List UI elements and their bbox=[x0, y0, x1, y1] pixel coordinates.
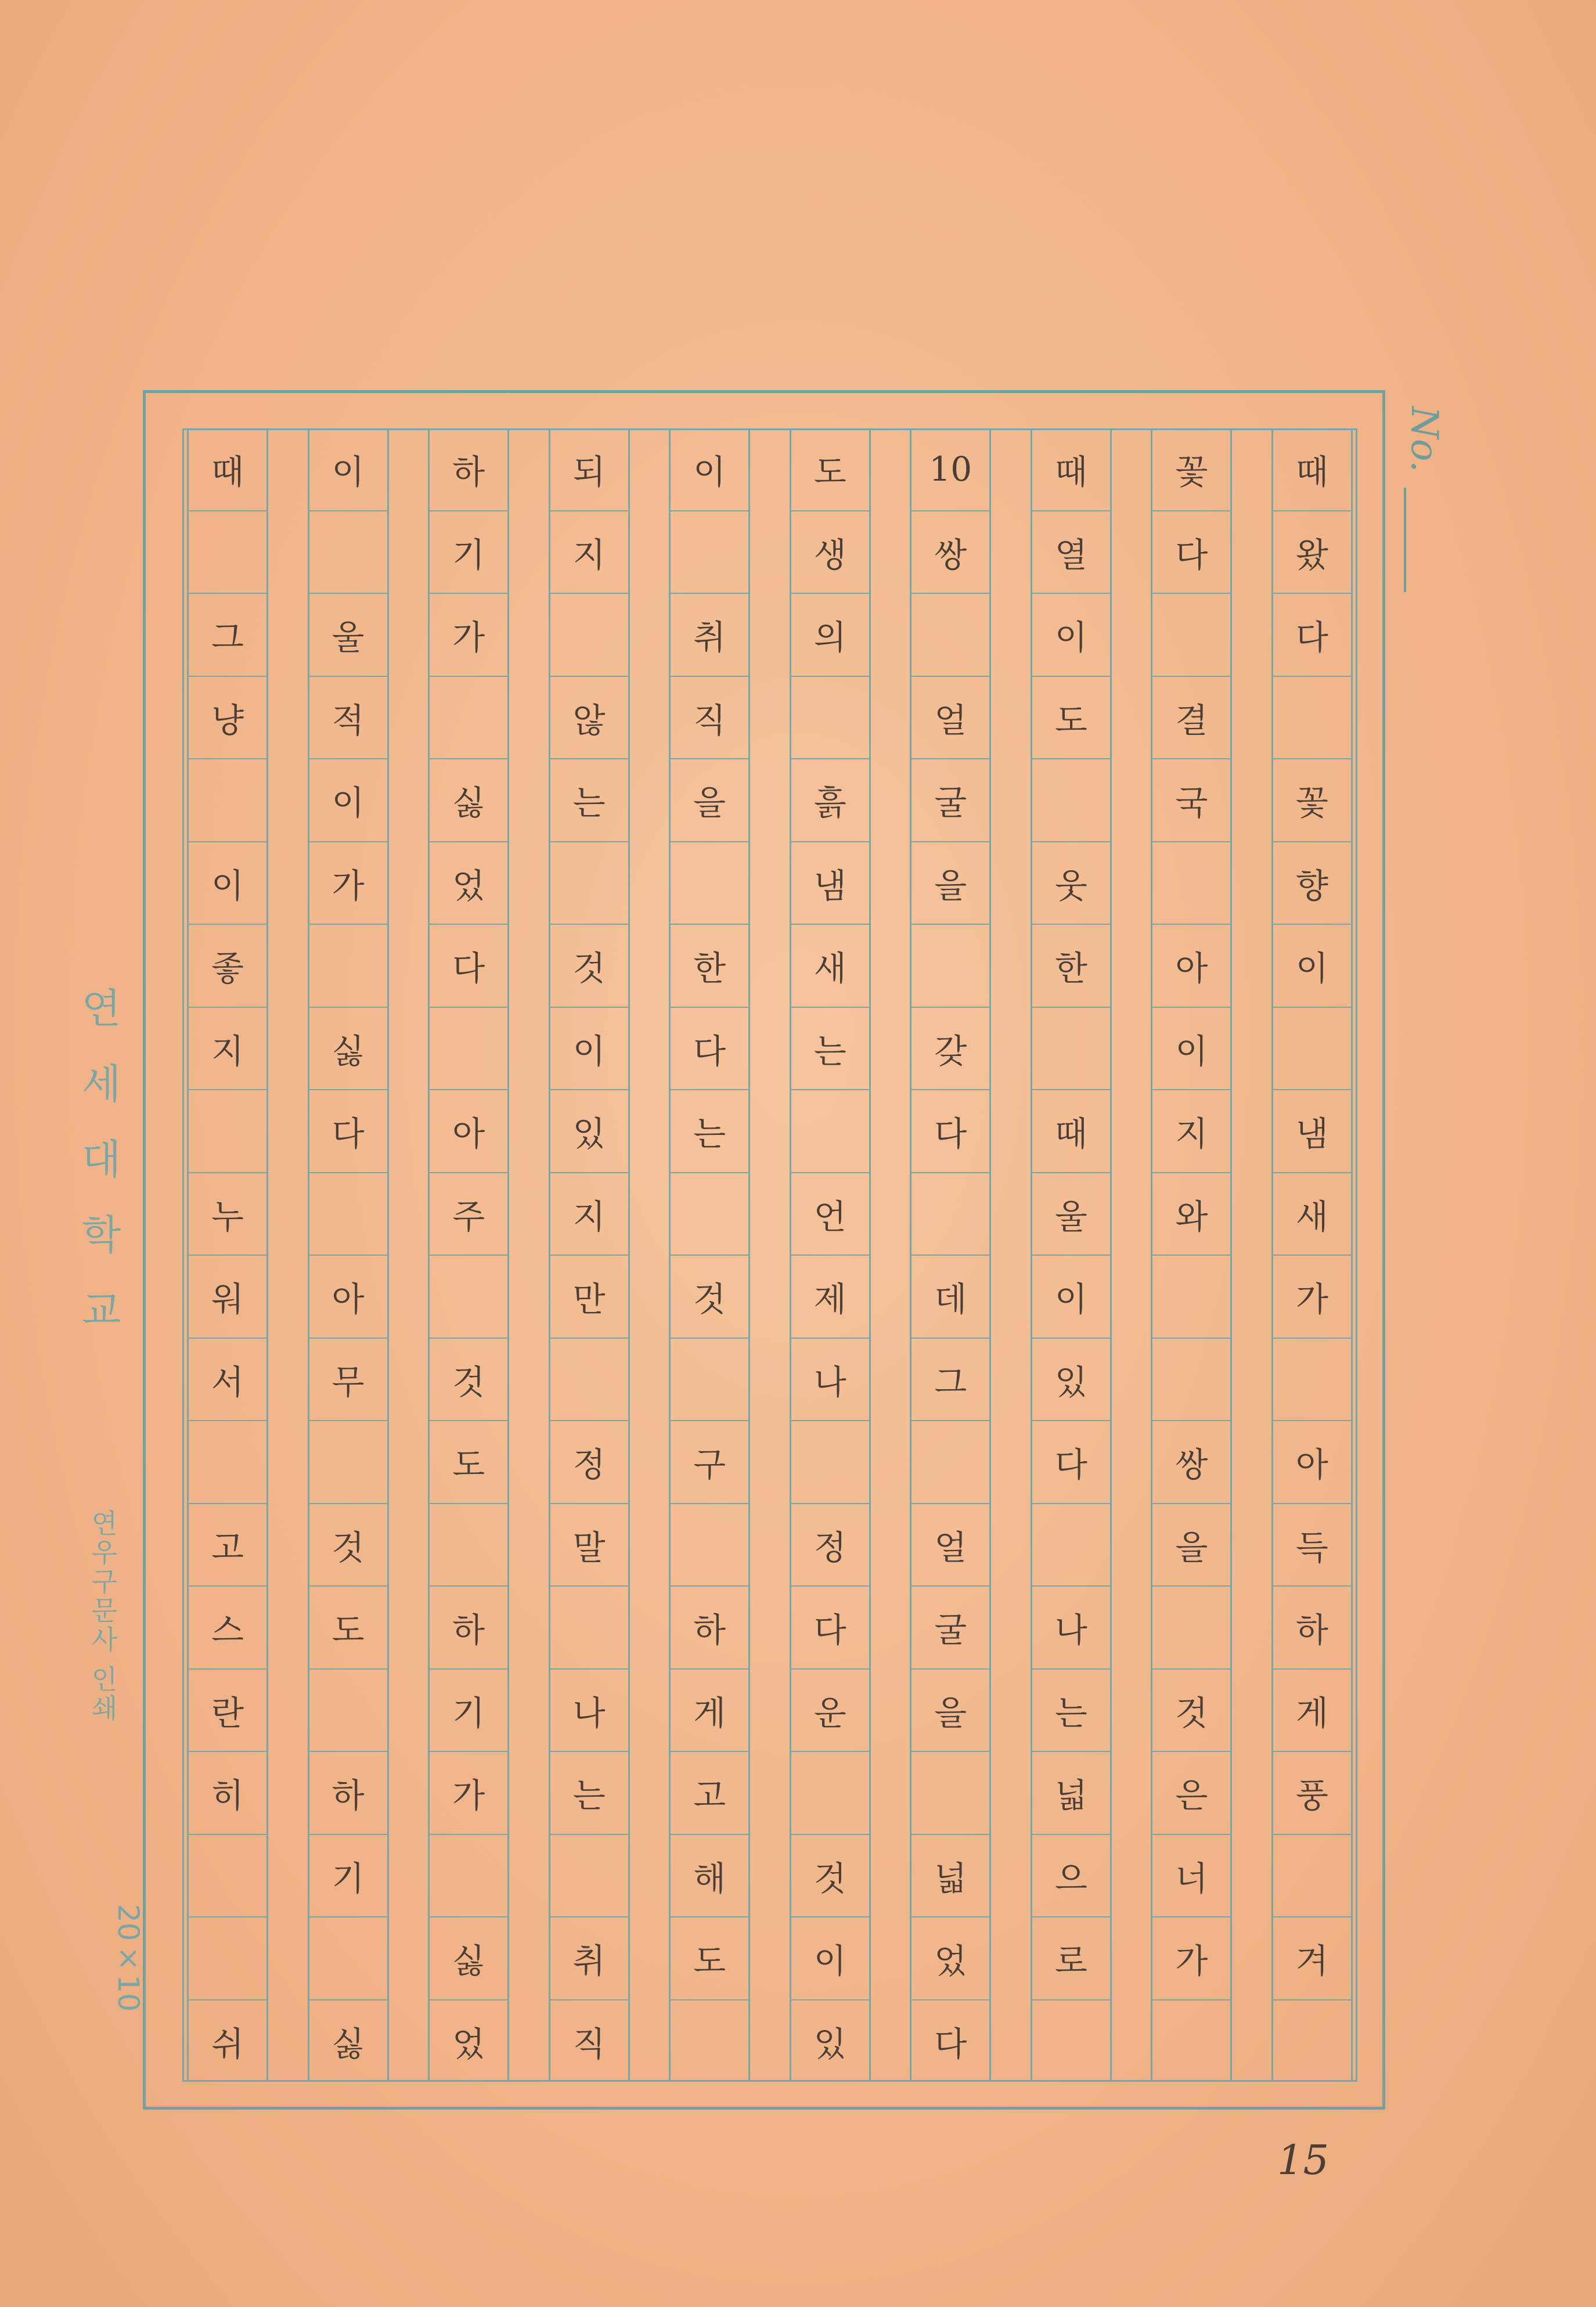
grid-cell bbox=[671, 511, 748, 594]
grid-cell bbox=[189, 1421, 266, 1504]
grid-cell: 을 bbox=[1152, 1504, 1230, 1587]
grid-cell: 나 bbox=[550, 1670, 628, 1753]
grid-cell: 굴 bbox=[912, 1587, 989, 1670]
grid-cell: 향 bbox=[1273, 842, 1351, 925]
grid-cell: 때 bbox=[1273, 428, 1351, 511]
manuscript-column bbox=[308, 428, 389, 2082]
grid-cell: 되 bbox=[550, 428, 628, 511]
grid-cell: 이 bbox=[550, 1008, 628, 1091]
grid-cell: 다 bbox=[1152, 511, 1230, 594]
grid-cell: 을 bbox=[912, 1670, 989, 1753]
grid-cell: 하 bbox=[430, 428, 507, 511]
manuscript-column bbox=[1151, 428, 1232, 2082]
grid-cell bbox=[912, 1752, 989, 1835]
grid-cell: 하 bbox=[671, 1587, 748, 1670]
grid-cell bbox=[309, 1173, 387, 1256]
grid-cell: 가 bbox=[1152, 1917, 1230, 2000]
grid-cell: 로 bbox=[1032, 1917, 1110, 2000]
grid-cell: 가 bbox=[309, 842, 387, 925]
grid-cell: 싫 bbox=[430, 759, 507, 842]
grid-cell: 있 bbox=[1032, 1339, 1110, 1422]
grid-cell: 싫 bbox=[430, 1917, 507, 2000]
grid-cell: 득 bbox=[1273, 1504, 1351, 1587]
grid-cell bbox=[550, 594, 628, 677]
grid-cell: 있 bbox=[550, 1090, 628, 1173]
grid-cell bbox=[189, 511, 266, 594]
grid-cell: 취 bbox=[550, 1917, 628, 2000]
grid-cell: 얼 bbox=[912, 677, 989, 760]
grid-cell bbox=[671, 842, 748, 925]
grid-cell: 싫 bbox=[309, 1008, 387, 1091]
grid-cell: 게 bbox=[1273, 1670, 1351, 1753]
grid-cell bbox=[550, 1339, 628, 1422]
grid-cell: 적 bbox=[309, 677, 387, 760]
grid-cell: 이 bbox=[309, 428, 387, 511]
grid-cell: 것 bbox=[1152, 1670, 1230, 1753]
grid-cell: 가 bbox=[430, 594, 507, 677]
grid-cell: 제 bbox=[791, 1256, 869, 1339]
manuscript-grid bbox=[182, 428, 1357, 2082]
grid-cell: 한 bbox=[1032, 925, 1110, 1008]
grid-cell bbox=[430, 677, 507, 760]
grid-cell: 냄 bbox=[1273, 1090, 1351, 1173]
grid-cell: 이 bbox=[1032, 594, 1110, 677]
grid-cell bbox=[912, 1421, 989, 1504]
grid-cell: 아 bbox=[309, 1256, 387, 1339]
grid-cell: 다 bbox=[791, 1587, 869, 1670]
grid-cell: 도 bbox=[1032, 677, 1110, 760]
grid-cell: 고 bbox=[189, 1504, 266, 1587]
grid-cell: 는 bbox=[550, 759, 628, 842]
university-imprint: 연세대학교 bbox=[74, 987, 122, 1364]
manuscript-column bbox=[1031, 428, 1112, 2082]
grid-cell: 데 bbox=[912, 1256, 989, 1339]
grid-cell bbox=[1152, 842, 1230, 925]
grid-cell: 이 bbox=[671, 428, 748, 511]
grid-cell: 다 bbox=[934, 2024, 967, 2064]
grid-cell bbox=[671, 2000, 748, 2082]
grid-cell: 냄 bbox=[791, 842, 869, 925]
grid-cell: 다 bbox=[430, 925, 507, 1008]
grid-cell: 가 bbox=[430, 1752, 507, 1835]
grid-cell: 무 bbox=[309, 1339, 387, 1422]
grid-cell: 의 bbox=[791, 594, 869, 677]
grid-cell: 아 bbox=[1273, 1421, 1351, 1504]
grid-cell bbox=[550, 1835, 628, 1918]
grid-cell: 넓 bbox=[1032, 1752, 1110, 1835]
grid-cell: 도 bbox=[430, 1421, 507, 1504]
grid-cell bbox=[912, 594, 989, 677]
grid-cell: 하 bbox=[430, 1587, 507, 1670]
grid-cell: 을 bbox=[912, 842, 989, 925]
grid-cell bbox=[1273, 1339, 1351, 1422]
grid-cell: 열 bbox=[1032, 511, 1110, 594]
grid-cell: 것 bbox=[671, 1256, 748, 1339]
grid-cell: 도 bbox=[791, 428, 869, 511]
page-number: 15 bbox=[1277, 2136, 1330, 2184]
grid-cell: 갖 bbox=[912, 1008, 989, 1091]
grid-cell: 나 bbox=[791, 1339, 869, 1422]
manuscript-column bbox=[187, 428, 268, 2082]
grid-cell: 기 bbox=[430, 1670, 507, 1753]
grid-cell: 새 bbox=[1273, 1173, 1351, 1256]
grid-cell bbox=[189, 1835, 266, 1918]
grid-cell bbox=[189, 1917, 266, 2000]
grid-cell: 하 bbox=[1273, 1587, 1351, 1670]
grid-cell: 만 bbox=[550, 1256, 628, 1339]
manuscript-column bbox=[790, 428, 871, 2082]
grid-cell: 다 bbox=[1273, 594, 1351, 677]
grid-cell bbox=[309, 1917, 387, 2000]
grid-cell bbox=[1032, 1504, 1110, 1587]
grid-cell: 지 bbox=[189, 1008, 266, 1091]
grid-cell: 것 bbox=[550, 925, 628, 1008]
grid-cell: 었 bbox=[912, 1917, 989, 2000]
grid-cell: 나 bbox=[1032, 1587, 1110, 1670]
grid-cell: 왔 bbox=[1273, 511, 1351, 594]
grid-cell: 운 bbox=[791, 1670, 869, 1753]
grid-cell: 이 bbox=[189, 842, 266, 925]
grid-cell bbox=[1152, 1256, 1230, 1339]
grid-cell bbox=[1032, 2000, 1110, 2082]
grid-cell bbox=[1273, 677, 1351, 760]
grid-cell: 다 bbox=[912, 1090, 989, 1173]
grid-cell: 얼 bbox=[912, 1504, 989, 1587]
grid-cell: 주 bbox=[430, 1173, 507, 1256]
grid-cell: 이 bbox=[1032, 1256, 1110, 1339]
grid-cell: 말 bbox=[550, 1504, 628, 1587]
grid-cell: 언 bbox=[791, 1173, 869, 1256]
grid-cell: 너 bbox=[1152, 1835, 1230, 1918]
grid-cell: 는 bbox=[550, 1752, 628, 1835]
grid-cell: 아 bbox=[1152, 925, 1230, 1008]
grid-cell bbox=[430, 1835, 507, 1918]
grid-cell: 울 bbox=[309, 594, 387, 677]
grid-cell: 을 bbox=[671, 759, 748, 842]
grid-cell: 웃 bbox=[1032, 842, 1110, 925]
grid-cell: 는 bbox=[1032, 1670, 1110, 1753]
grid-cell: 그 bbox=[912, 1339, 989, 1422]
grid-cell: 싫 bbox=[332, 2024, 365, 2064]
manuscript-column bbox=[549, 428, 630, 2082]
grid-cell: 생 bbox=[791, 511, 869, 594]
grid-cell bbox=[671, 1173, 748, 1256]
printer-imprint: 연우구문사 인쇄 bbox=[87, 1509, 118, 1724]
grid-cell: 도 bbox=[671, 1917, 748, 2000]
grid-cell: 풍 bbox=[1273, 1752, 1351, 1835]
grid-cell bbox=[189, 1090, 266, 1173]
grid-cell: 쌍 bbox=[1152, 1421, 1230, 1504]
grid-cell bbox=[912, 1173, 989, 1256]
grid-cell: 서 bbox=[189, 1339, 266, 1422]
grid-cell: 스 bbox=[189, 1587, 266, 1670]
grid-cell: 때 bbox=[1032, 1090, 1110, 1173]
grid-cell bbox=[1273, 2000, 1351, 2082]
grid-cell bbox=[550, 1587, 628, 1670]
grid-cell: 울 bbox=[1032, 1173, 1110, 1256]
grid-cell: 것 bbox=[430, 1339, 507, 1422]
grid-cell: 냥 bbox=[189, 677, 266, 760]
grid-cell bbox=[430, 1504, 507, 1587]
manuscript-column bbox=[428, 428, 509, 2082]
grid-cell bbox=[430, 1256, 507, 1339]
grid-cell bbox=[1152, 1587, 1230, 1670]
grid-cell: 직 bbox=[671, 677, 748, 760]
grid-cell bbox=[1032, 759, 1110, 842]
grid-cell: 지 bbox=[550, 511, 628, 594]
grid-cell: 으 bbox=[1032, 1835, 1110, 1918]
grid-cell bbox=[791, 1090, 869, 1173]
grid-cell bbox=[912, 925, 989, 1008]
grid-cell: 은 bbox=[1152, 1752, 1230, 1835]
grid-cell bbox=[791, 677, 869, 760]
grid-cell: 이 bbox=[309, 759, 387, 842]
grid-cell: 와 bbox=[1152, 1173, 1230, 1256]
grid-cell: 그 bbox=[189, 594, 266, 677]
grid-cell: 다 bbox=[671, 1008, 748, 1091]
grid-cell: 굴 bbox=[912, 759, 989, 842]
number-underline bbox=[1404, 488, 1406, 592]
grid-cell: 흙 bbox=[791, 759, 869, 842]
number-label: No. bbox=[1403, 406, 1446, 473]
grid-cell: 구 bbox=[671, 1421, 748, 1504]
grid-cell bbox=[309, 1421, 387, 1504]
grid-cell: 다 bbox=[309, 1090, 387, 1173]
grid-cell: 취 bbox=[671, 594, 748, 677]
grid-cell: 새 bbox=[791, 925, 869, 1008]
grid-cell: 워 bbox=[189, 1256, 266, 1339]
grid-cell bbox=[550, 842, 628, 925]
grid-cell bbox=[309, 511, 387, 594]
grid-cell: 지 bbox=[550, 1173, 628, 1256]
grid-cell: 결 bbox=[1152, 677, 1230, 760]
grid-cell: 이 bbox=[1273, 925, 1351, 1008]
grid-cell bbox=[791, 1752, 869, 1835]
grid-cell bbox=[1273, 1835, 1351, 1918]
grid-cell: 좋 bbox=[189, 925, 266, 1008]
grid-cell: 기 bbox=[430, 511, 507, 594]
grid-cell: 아 bbox=[430, 1090, 507, 1173]
grid-cell: 않 bbox=[550, 677, 628, 760]
grid-cell: 것 bbox=[791, 1835, 869, 1918]
grid-cell: 넓 bbox=[912, 1835, 989, 1918]
grid-cell: 정 bbox=[791, 1504, 869, 1587]
grid-cell: 히 bbox=[189, 1752, 266, 1835]
grid-cell: 10 bbox=[912, 428, 989, 511]
grid-cell: 지 bbox=[1152, 1090, 1230, 1173]
grid-cell bbox=[309, 925, 387, 1008]
grid-cell bbox=[671, 1339, 748, 1422]
grid-cell: 것 bbox=[309, 1504, 387, 1587]
grid-cell: 겨 bbox=[1273, 1917, 1351, 2000]
grid-cell: 도 bbox=[309, 1587, 387, 1670]
grid-cell: 기 bbox=[309, 1835, 387, 1918]
grid-cell: 국 bbox=[1152, 759, 1230, 842]
grid-cell: 쉬 bbox=[211, 2024, 244, 2064]
manuscript-column bbox=[669, 428, 750, 2082]
grid-cell bbox=[1152, 1339, 1230, 1422]
grid-cell bbox=[1152, 594, 1230, 677]
grid-cell bbox=[309, 1670, 387, 1753]
grid-cell: 정 bbox=[550, 1421, 628, 1504]
grid-cell: 있 bbox=[813, 2024, 846, 2064]
grid-cell: 해 bbox=[671, 1835, 748, 1918]
grid-cell: 가 bbox=[1273, 1256, 1351, 1339]
grid-cell bbox=[1273, 1008, 1351, 1091]
grid-cell: 쌍 bbox=[912, 511, 989, 594]
grid-cell bbox=[189, 759, 266, 842]
grid-cell: 란 bbox=[189, 1670, 266, 1753]
grid-cell: 었 bbox=[452, 2024, 485, 2064]
manuscript-column bbox=[1271, 428, 1353, 2082]
grid-cell bbox=[1032, 1008, 1110, 1091]
grid-cell: 직 bbox=[572, 2024, 606, 2064]
manuscript-column bbox=[910, 428, 991, 2082]
grid-cell: 이 bbox=[791, 1917, 869, 2000]
grid-cell: 누 bbox=[189, 1173, 266, 1256]
grid-cell bbox=[430, 1008, 507, 1091]
grid-cell: 고 bbox=[671, 1752, 748, 1835]
grid-cell: 었 bbox=[430, 842, 507, 925]
grid-cell bbox=[791, 1421, 869, 1504]
grid-format-label: 20×10 bbox=[111, 1904, 145, 2012]
grid-cell: 꽃 bbox=[1273, 759, 1351, 842]
grid-cell: 한 bbox=[671, 925, 748, 1008]
grid-cell: 이 bbox=[1152, 1008, 1230, 1091]
grid-cell: 는 bbox=[671, 1090, 748, 1173]
grid-cell bbox=[671, 1504, 748, 1587]
grid-cell: 게 bbox=[671, 1670, 748, 1753]
grid-cell bbox=[1152, 2000, 1230, 2082]
grid-cell: 때 bbox=[189, 428, 266, 511]
grid-cell: 는 bbox=[791, 1008, 869, 1091]
grid-cell: 다 bbox=[1032, 1421, 1110, 1504]
grid-cell: 때 bbox=[1032, 428, 1110, 511]
grid-cell: 꽃 bbox=[1152, 428, 1230, 511]
grid-cell: 하 bbox=[309, 1752, 387, 1835]
